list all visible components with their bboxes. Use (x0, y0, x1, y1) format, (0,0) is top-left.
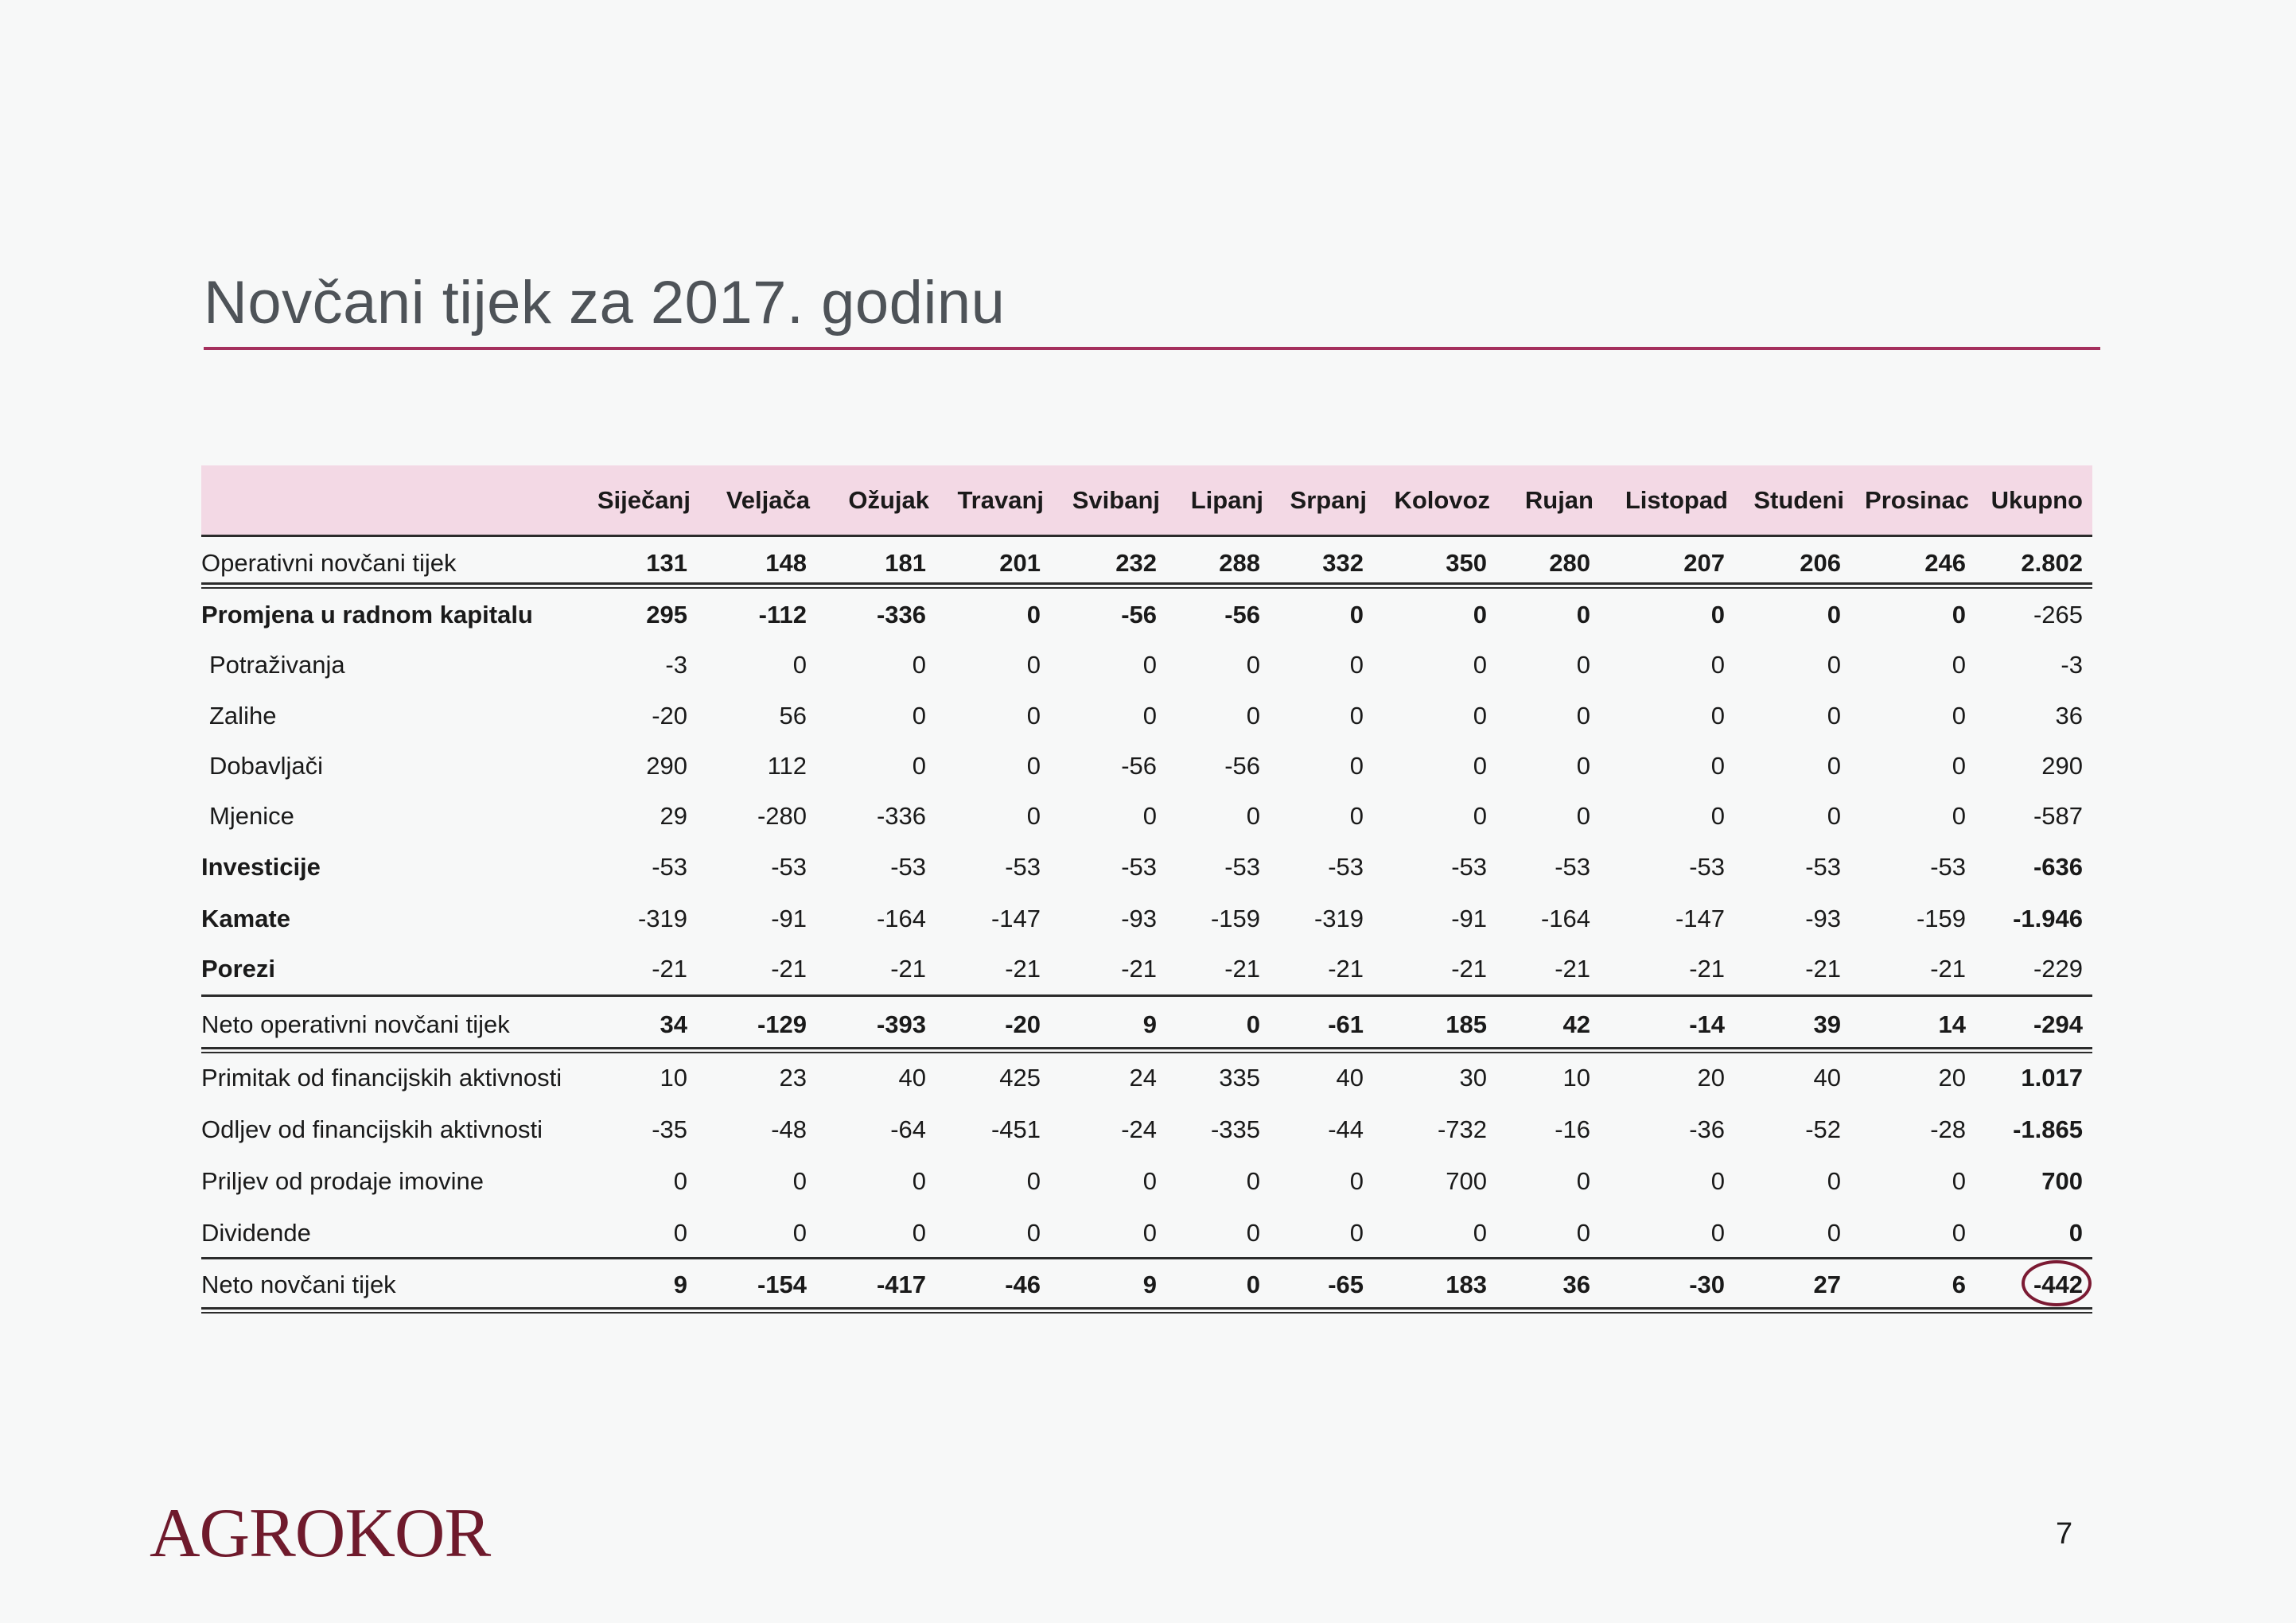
cell-kolovoz: 30 (1459, 1064, 1487, 1092)
table-row (201, 700, 2092, 732)
cell-travanj: 0 (1026, 1219, 1041, 1247)
column-header-ozujak: Ožujak (848, 486, 929, 514)
page-title: Novčani tijek za 2017. godinu (204, 269, 1006, 337)
cell-srpanj: -21 (1328, 955, 1364, 983)
cell-kolovoz: -21 (1451, 955, 1487, 983)
cell-sijecanj: -319 (637, 905, 687, 932)
cell-listopad: -21 (1689, 955, 1725, 983)
cell-ozujak: -164 (876, 905, 926, 932)
cell-kolovoz: 183 (1446, 1271, 1487, 1298)
cell-studeni: 0 (1827, 752, 1841, 780)
cell-prosinac: 0 (1952, 702, 1966, 730)
cell-ukupno: -229 (2033, 955, 2083, 983)
cell-ozujak: 0 (912, 702, 926, 730)
row-label: Kamate (201, 905, 290, 932)
cell-sijecanj: 10 (660, 1064, 687, 1092)
cell-listopad: -53 (1689, 853, 1725, 881)
cell-studeni: -52 (1805, 1115, 1841, 1143)
cell-lipanj: -335 (1210, 1115, 1260, 1143)
cell-lipanj: -56 (1224, 601, 1260, 629)
double-rule (201, 582, 2092, 589)
cell-studeni: 0 (1827, 651, 1841, 679)
cell-listopad: 0 (1710, 802, 1725, 830)
cell-srpanj: 332 (1322, 549, 1364, 577)
cell-veljaca: 0 (792, 651, 807, 679)
cell-kolovoz: 185 (1446, 1010, 1487, 1038)
cell-srpanj: 0 (1349, 752, 1364, 780)
cell-studeni: 0 (1827, 802, 1841, 830)
cell-sijecanj: -53 (652, 853, 687, 881)
cell-kolovoz: -53 (1451, 853, 1487, 881)
table-row (201, 953, 2092, 985)
cell-veljaca: -154 (757, 1271, 807, 1298)
cell-studeni: -21 (1805, 955, 1841, 983)
cell-ozujak: -336 (876, 601, 926, 629)
cell-rujan: 42 (1562, 1010, 1590, 1038)
table-row (201, 800, 2092, 832)
table-row (201, 649, 2092, 681)
cell-veljaca: -112 (758, 601, 807, 629)
column-header-ukupno: Ukupno (1991, 486, 2083, 514)
cell-lipanj: 0 (1246, 1271, 1260, 1298)
column-header-kolovoz: Kolovoz (1394, 486, 1490, 514)
single-rule (201, 535, 2092, 537)
table-row (201, 1269, 2092, 1301)
row-label: Zalihe (209, 702, 277, 730)
cell-rujan: -16 (1555, 1115, 1590, 1143)
cell-ozujak: 0 (912, 651, 926, 679)
column-header-travanj: Travanj (957, 486, 1044, 514)
cell-listopad: 0 (1710, 1219, 1725, 1247)
cell-sijecanj: -3 (665, 651, 687, 679)
cell-lipanj: -53 (1224, 853, 1260, 881)
cell-studeni: 206 (1800, 549, 1841, 577)
cell-veljaca: -129 (757, 1010, 807, 1038)
cell-svibanj: 9 (1142, 1010, 1157, 1038)
cell-listopad: 0 (1710, 1167, 1725, 1195)
cell-sijecanj: 9 (673, 1271, 687, 1298)
row-label: Investicije (201, 853, 321, 881)
cell-sijecanj: 0 (673, 1219, 687, 1247)
cell-travanj: 0 (1026, 651, 1041, 679)
cell-ukupno: -1.946 (2013, 905, 2083, 932)
cell-travanj: -21 (1005, 955, 1041, 983)
cell-srpanj: 0 (1349, 1167, 1364, 1195)
title-underline (204, 347, 2100, 350)
cell-ozujak: -417 (876, 1271, 926, 1298)
cell-studeni: 27 (1813, 1271, 1841, 1298)
cell-srpanj: 0 (1349, 702, 1364, 730)
cell-kolovoz: 0 (1473, 651, 1487, 679)
cell-lipanj: 0 (1246, 802, 1260, 830)
cell-travanj: 201 (999, 549, 1041, 577)
cell-rujan: 0 (1576, 1219, 1590, 1247)
row-label: Dividende (201, 1219, 311, 1247)
cell-travanj: -53 (1005, 853, 1041, 881)
cell-rujan: 0 (1576, 1167, 1590, 1195)
column-header-veljaca: Veljača (726, 486, 810, 514)
cell-svibanj: -56 (1121, 752, 1157, 780)
cell-lipanj: 288 (1219, 549, 1260, 577)
cell-veljaca: -91 (771, 905, 807, 932)
cell-prosinac: 0 (1952, 752, 1966, 780)
cell-rujan: 0 (1576, 752, 1590, 780)
single-rule (201, 994, 2092, 997)
cell-prosinac: 6 (1952, 1271, 1966, 1298)
table-row (201, 851, 2092, 883)
cell-kolovoz: 700 (1446, 1167, 1487, 1195)
cell-ozujak: 40 (898, 1064, 926, 1092)
cell-veljaca: 23 (779, 1064, 807, 1092)
cell-veljaca: -48 (771, 1115, 807, 1143)
cell-veljaca: 0 (792, 1167, 807, 1195)
cell-ukupno: 290 (2041, 752, 2083, 780)
cell-svibanj: -93 (1121, 905, 1157, 932)
cell-svibanj: 0 (1142, 1167, 1157, 1195)
cell-rujan: 280 (1549, 549, 1590, 577)
cell-prosinac: 246 (1924, 549, 1966, 577)
cell-rujan: 0 (1576, 601, 1590, 629)
cell-travanj: 0 (1026, 1167, 1041, 1195)
cell-svibanj: -24 (1121, 1115, 1157, 1143)
cell-srpanj: 40 (1336, 1064, 1364, 1092)
cell-travanj: -451 (990, 1115, 1041, 1143)
cell-listopad: 207 (1683, 549, 1725, 577)
cell-ukupno: -1.865 (2013, 1115, 2083, 1143)
cell-travanj: -147 (990, 905, 1041, 932)
cell-sijecanj: 295 (646, 601, 687, 629)
cell-lipanj: 0 (1246, 1167, 1260, 1195)
table-row (201, 903, 2092, 935)
cell-ukupno: -587 (2033, 802, 2083, 830)
double-rule (201, 1047, 2092, 1053)
cell-travanj: 0 (1026, 802, 1041, 830)
row-label: Porezi (201, 955, 276, 983)
cell-lipanj: 0 (1246, 1010, 1260, 1038)
cell-studeni: -53 (1805, 853, 1841, 881)
cell-rujan: -164 (1540, 905, 1590, 932)
cell-veljaca: -280 (757, 802, 807, 830)
agrokor-logo: AGROKOR (150, 1495, 491, 1572)
cell-prosinac: -28 (1930, 1115, 1966, 1143)
cell-ukupno: 2.802 (2021, 549, 2083, 577)
cell-travanj: 0 (1026, 752, 1041, 780)
cell-ozujak: 0 (912, 1167, 926, 1195)
row-label: Neto operativni novčani tijek (201, 1010, 510, 1038)
cell-svibanj: 9 (1142, 1271, 1157, 1298)
cell-ozujak: -53 (890, 853, 926, 881)
cell-listopad: -36 (1689, 1115, 1725, 1143)
cell-ukupno: -636 (2033, 853, 2083, 881)
cell-veljaca: 56 (779, 702, 807, 730)
cell-ozujak: 0 (912, 1219, 926, 1247)
cell-kolovoz: 0 (1473, 1219, 1487, 1247)
row-label: Potraživanja (209, 651, 345, 679)
cell-lipanj: 0 (1246, 651, 1260, 679)
table-row (201, 750, 2092, 782)
cell-srpanj: -319 (1313, 905, 1364, 932)
cell-ukupno: -265 (2033, 601, 2083, 629)
cell-svibanj: 0 (1142, 651, 1157, 679)
header-row (201, 485, 2092, 516)
cell-studeni: 0 (1827, 702, 1841, 730)
cell-prosinac: 14 (1938, 1010, 1966, 1038)
cell-travanj: 0 (1026, 601, 1041, 629)
double-rule (201, 1307, 2092, 1314)
row-label: Dobavljači (209, 752, 324, 780)
cell-veljaca: -53 (771, 853, 807, 881)
cell-svibanj: -21 (1121, 955, 1157, 983)
cell-veljaca: -21 (771, 955, 807, 983)
cell-ozujak: -21 (890, 955, 926, 983)
cell-ozujak: 181 (885, 549, 926, 577)
cell-prosinac: -159 (1916, 905, 1966, 932)
cell-listopad: -30 (1689, 1271, 1725, 1298)
table-row (201, 599, 2092, 631)
single-rule (201, 1257, 2092, 1259)
cell-srpanj: -61 (1328, 1010, 1364, 1038)
cell-svibanj: 0 (1142, 702, 1157, 730)
cell-svibanj: 232 (1115, 549, 1157, 577)
cell-sijecanj: 290 (646, 752, 687, 780)
cell-prosinac: 0 (1952, 1219, 1966, 1247)
cell-svibanj: 0 (1142, 1219, 1157, 1247)
cell-sijecanj: 34 (660, 1010, 687, 1038)
cell-svibanj: 24 (1129, 1064, 1157, 1092)
cell-ozujak: -336 (876, 802, 926, 830)
cell-studeni: 0 (1827, 601, 1841, 629)
cell-svibanj: -53 (1121, 853, 1157, 881)
cell-ukupno: 1.017 (2021, 1064, 2083, 1092)
cell-srpanj: -65 (1328, 1271, 1364, 1298)
cell-lipanj: -56 (1224, 752, 1260, 780)
row-label: Odljev od financijskih aktivnosti (201, 1115, 543, 1143)
cell-svibanj: 0 (1142, 802, 1157, 830)
cell-srpanj: 0 (1349, 651, 1364, 679)
cell-kolovoz: 350 (1446, 549, 1487, 577)
cell-sijecanj: 29 (660, 802, 687, 830)
cell-svibanj: -56 (1121, 601, 1157, 629)
cell-sijecanj: -20 (652, 702, 687, 730)
row-label: Mjenice (209, 802, 294, 830)
cell-prosinac: 0 (1952, 651, 1966, 679)
column-header-listopad: Listopad (1625, 486, 1728, 514)
cell-kolovoz: 0 (1473, 752, 1487, 780)
row-label: Promjena u radnom kapitalu (201, 601, 533, 629)
cell-kolovoz: -732 (1437, 1115, 1487, 1143)
cell-travanj: 425 (999, 1064, 1041, 1092)
cell-sijecanj: 0 (673, 1167, 687, 1195)
cell-listopad: 0 (1710, 651, 1725, 679)
cell-ozujak: -393 (876, 1010, 926, 1038)
cell-ozujak: 0 (912, 752, 926, 780)
row-label: Operativni novčani tijek (201, 549, 457, 577)
cell-studeni: 0 (1827, 1219, 1841, 1247)
cell-rujan: 0 (1576, 802, 1590, 830)
cell-listopad: -14 (1689, 1010, 1725, 1038)
cell-prosinac: -53 (1930, 853, 1966, 881)
cell-lipanj: 0 (1246, 702, 1260, 730)
cell-ukupno: -294 (2033, 1010, 2083, 1038)
cell-travanj: -46 (1005, 1271, 1041, 1298)
cell-listopad: -147 (1675, 905, 1725, 932)
cell-sijecanj: -21 (652, 955, 687, 983)
table-row (201, 1217, 2092, 1249)
cell-prosinac: 0 (1952, 601, 1966, 629)
table-row (201, 1114, 2092, 1146)
cell-srpanj: 0 (1349, 1219, 1364, 1247)
cell-kolovoz: 0 (1473, 802, 1487, 830)
cell-ukupno: 36 (2055, 702, 2083, 730)
table-row (201, 1166, 2092, 1197)
column-header-prosinac: Prosinac (1865, 486, 1969, 514)
cell-rujan: 0 (1576, 651, 1590, 679)
table-row (201, 1062, 2092, 1094)
cell-travanj: -20 (1005, 1010, 1041, 1038)
row-label: Priljev od prodaje imovine (201, 1167, 484, 1195)
row-label: Primitak od financijskih aktivnosti (201, 1064, 562, 1092)
cell-prosinac: 0 (1952, 1167, 1966, 1195)
cell-lipanj: -21 (1224, 955, 1260, 983)
cell-sijecanj: -35 (652, 1115, 687, 1143)
cell-srpanj: 0 (1349, 802, 1364, 830)
cell-veljaca: 112 (767, 752, 807, 780)
cell-veljaca: 148 (765, 549, 807, 577)
column-header-svibanj: Svibanj (1072, 486, 1160, 514)
cell-travanj: 0 (1026, 702, 1041, 730)
cell-kolovoz: -91 (1451, 905, 1487, 932)
cell-kolovoz: 0 (1473, 601, 1487, 629)
cell-listopad: 0 (1710, 752, 1725, 780)
table-row (201, 547, 2092, 579)
cell-rujan: -21 (1555, 955, 1590, 983)
page-number: 7 (2056, 1517, 2073, 1551)
cell-studeni: 40 (1813, 1064, 1841, 1092)
cell-ukupno: 700 (2041, 1167, 2083, 1195)
cell-prosinac: 20 (1938, 1064, 1966, 1092)
cell-ukupno: -442 (2033, 1271, 2083, 1298)
table-row (201, 1009, 2092, 1041)
cell-rujan: 10 (1562, 1064, 1590, 1092)
column-header-sijecanj: Siječanj (597, 486, 691, 514)
cell-listopad: 0 (1710, 702, 1725, 730)
cell-srpanj: -53 (1328, 853, 1364, 881)
cell-listopad: 20 (1697, 1064, 1725, 1092)
cell-lipanj: 0 (1246, 1219, 1260, 1247)
column-header-lipanj: Lipanj (1190, 486, 1263, 514)
column-header-studeni: Studeni (1753, 486, 1844, 514)
cell-lipanj: -159 (1210, 905, 1260, 932)
column-header-srpanj: Srpanj (1290, 486, 1367, 514)
cell-listopad: 0 (1710, 601, 1725, 629)
cell-prosinac: -21 (1930, 955, 1966, 983)
cell-prosinac: 0 (1952, 802, 1966, 830)
cell-srpanj: 0 (1349, 601, 1364, 629)
cell-srpanj: -44 (1328, 1115, 1364, 1143)
cell-rujan: 0 (1576, 702, 1590, 730)
cell-rujan: 36 (1562, 1271, 1590, 1298)
cell-studeni: -93 (1805, 905, 1841, 932)
cell-studeni: 39 (1813, 1010, 1841, 1038)
cell-rujan: -53 (1555, 853, 1590, 881)
cell-ukupno: 0 (2068, 1219, 2083, 1247)
cell-ozujak: -64 (890, 1115, 926, 1143)
cell-lipanj: 335 (1219, 1064, 1260, 1092)
highlight-circle-total (2022, 1260, 2092, 1306)
cell-ukupno: -3 (2061, 651, 2083, 679)
cell-kolovoz: 0 (1473, 702, 1487, 730)
column-header-rujan: Rujan (1524, 486, 1594, 514)
cell-sijecanj: 131 (646, 549, 687, 577)
row-label: Neto novčani tijek (201, 1271, 396, 1298)
cell-studeni: 0 (1827, 1167, 1841, 1195)
cell-veljaca: 0 (792, 1219, 807, 1247)
